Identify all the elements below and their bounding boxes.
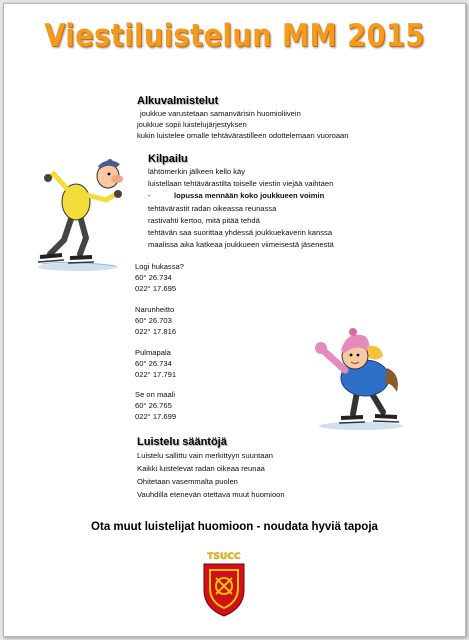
saanto-line-3: Ohitetaan vasemmalta puolen: [137, 477, 238, 486]
location-lat: 60° 26.765: [135, 401, 172, 410]
kilpailu-line-2: luistellaan tehtävärastilta toiselle viestin viejää vaihtaen: [148, 179, 334, 188]
location-lat: 60° 26.734: [135, 359, 172, 368]
kilpailu-line-5: rastivahti kertoo, mitä pitää tehdä: [148, 216, 260, 225]
location-lon: 022° 17.699: [135, 412, 177, 421]
kilpailu-line-1: lähtömerkin jälkeen kello käy: [148, 167, 246, 176]
heading-alkuvalmistelut: Alkuvalmistelut: [137, 95, 219, 107]
location-name: Narunheitto: [135, 305, 175, 314]
slogan: Ota muut luistelijat huomioon - noudata hyviä tapoja: [91, 521, 378, 533]
saanto-line-2: Kaikki luistelevat radan oikeaa reunaa: [137, 464, 265, 473]
kilpailu-dash: -: [148, 191, 151, 200]
location-lon: 022° 17.816: [135, 327, 177, 336]
location-lat: 60° 26.703: [135, 316, 172, 325]
poster-page: [3, 3, 466, 637]
skater-girl-illustration: [301, 322, 413, 434]
alku-line-3: kukin luistelee omalle tehtävärastilleen odottelemaan vuoroaan: [137, 131, 349, 140]
heading-saannot: Luistelu sääntöjä: [137, 436, 227, 448]
kilpailu-line-7: maalissa aika katkeaa joukkueen viimeisestä jäsenestä: [148, 240, 334, 249]
kilpailu-line-3: lopussa mennään koko joukkueen voimin: [174, 191, 325, 200]
location-lat: 60° 26.734: [135, 273, 172, 282]
saanto-line-4: Vauhdilla etenevän otettava muut huomioon: [137, 490, 285, 499]
location-name: Pulmapala: [135, 348, 171, 357]
location-name: Logi hukassa?: [135, 262, 184, 271]
skater-man-illustration: [28, 154, 140, 274]
location-lon: 022° 17.695: [135, 284, 177, 293]
kilpailu-line-4: tehtävärastit radan oikeassa reunassa: [148, 204, 277, 213]
saanto-line-1: Luistelu sallittu vain merkittyyn suuntaan: [137, 451, 273, 460]
crest-text: TSUCC: [207, 552, 241, 562]
kilpailu-line-6: tehtävän saa suorittaa yhdessä joukkuekaverin kanssa: [148, 228, 333, 237]
club-crest-icon: [200, 548, 248, 618]
alku-line-2: joukkue sopii luistelujärjestyksen: [137, 120, 247, 129]
location-lon: 022° 17.791: [135, 370, 177, 379]
location-name: Se on maali: [135, 390, 176, 399]
alku-line-1: joukkue varustetaan samanvärisin huomioliivein: [140, 109, 301, 118]
heading-kilpailu: Kilpailu: [148, 153, 188, 165]
poster-title: Viestiluistelun MM 2015: [44, 18, 425, 54]
